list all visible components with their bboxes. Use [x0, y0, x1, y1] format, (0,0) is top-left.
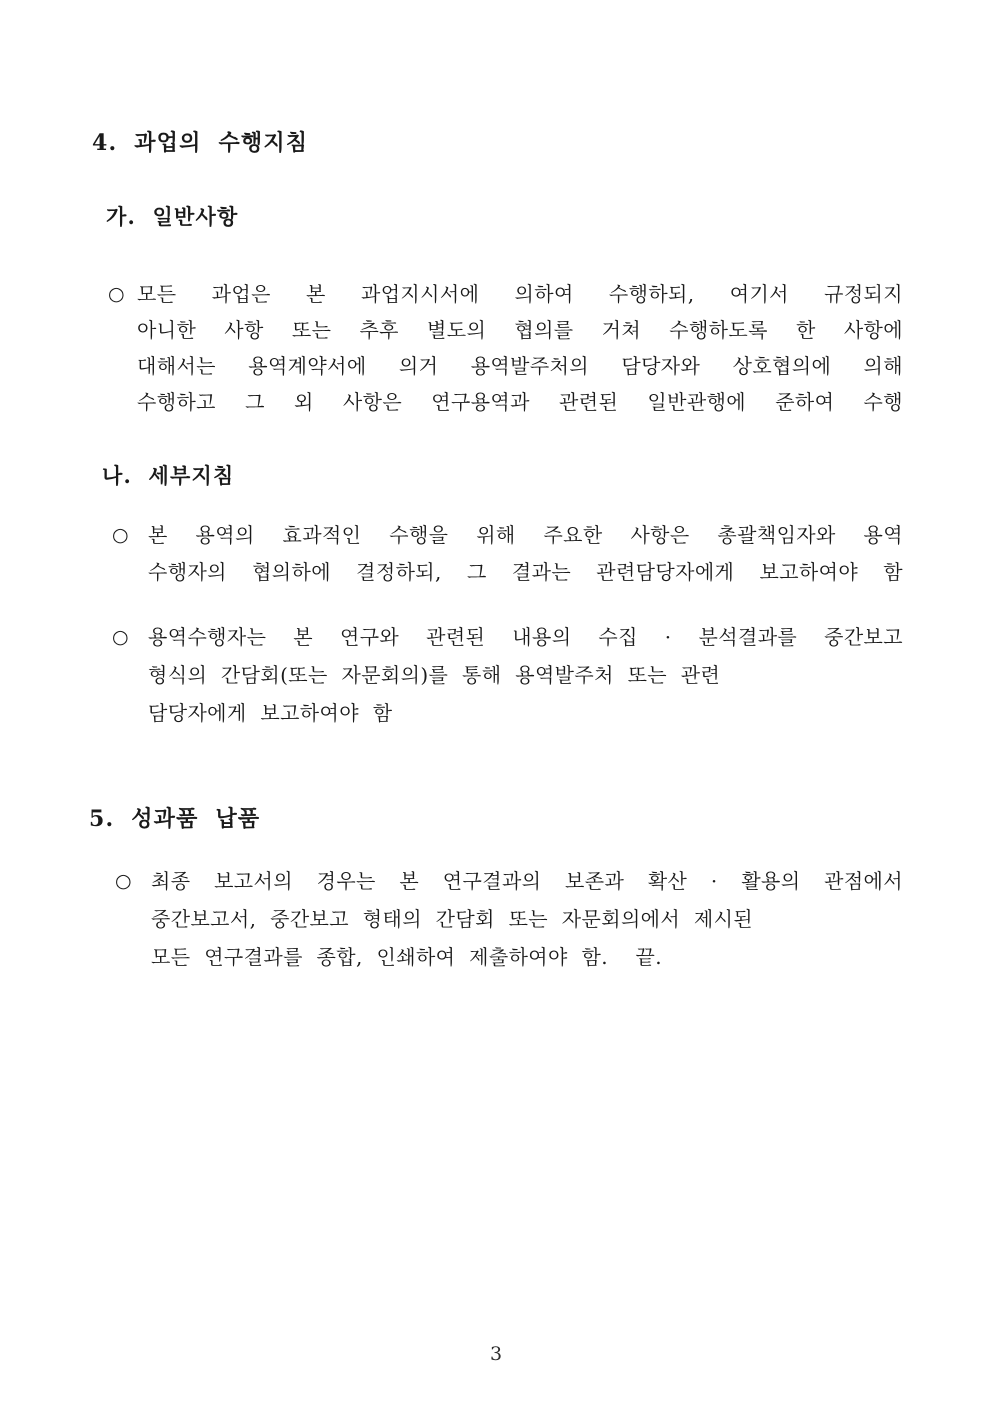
text-line: 아니한 사항 또는 추후 별도의 협의를 거쳐 수행하도록 한 사항에	[137, 318, 903, 342]
paragraph-lines	[151, 862, 903, 976]
subsection-na-heading: 나. 세부지침	[102, 463, 235, 488]
paragraph-lines	[148, 517, 903, 591]
paragraph-lines	[148, 618, 903, 732]
subsection-ga-heading: 가. 일반사항	[106, 204, 239, 229]
text-line: 대해서는 용역계약서에 의거 용역발주처의 담당자와 상호협의에 의해	[137, 354, 903, 378]
bullet-marker: ○	[108, 283, 125, 305]
text-line: 모든 연구결과를 종합, 인쇄하여 제출하여야 함. 끝.	[151, 945, 662, 969]
text-line: 형식의 간담회(또는 자문회의)를 통해 용역발주처 또는 관련	[148, 663, 721, 687]
paragraph-lines	[137, 276, 903, 420]
text-line: 본 용역의 효과적인 수행을 위해 주요한 사항은 총괄책임자와 용역	[148, 523, 903, 547]
bullet-marker: ○	[112, 626, 129, 648]
bullet-paragraph-general	[108, 276, 903, 420]
text-line: 담당자에게 보고하여야 함	[148, 701, 393, 725]
bullet-paragraph-delivery	[115, 862, 903, 976]
text-line: 모든 과업은 본 과업지시서에 의하여 수행하되, 여기서 규정되지	[137, 282, 903, 306]
text-line: 수행자의 협의하에 결정하되, 그 결과는 관련담당자에게 보고하여야 함	[148, 560, 903, 584]
text-line: 수행하고 그 외 사항은 연구용역과 관련된 일반관행에 준하여 수행	[137, 390, 903, 414]
text-line: 중간보고서, 중간보고 형태의 간담회 또는 자문회의에서 제시된	[151, 907, 754, 931]
bullet-paragraph-detail-2	[112, 618, 903, 732]
text-line: 최종 보고서의 경우는 본 연구결과의 보존과 확산 · 활용의 관점에서	[151, 869, 903, 893]
bullet-marker: ○	[115, 870, 132, 892]
text-line: 용역수행자는 본 연구와 관련된 내용의 수집 · 분석결과를 중간보고	[148, 625, 903, 649]
bullet-paragraph-detail-1	[112, 517, 903, 591]
section-4-heading: 4. 과업의 수행지침	[92, 130, 309, 156]
section-5-heading: 5. 성과품 납품	[89, 806, 261, 832]
bullet-marker: ○	[112, 524, 129, 546]
page-number: 3	[489, 1343, 503, 1365]
